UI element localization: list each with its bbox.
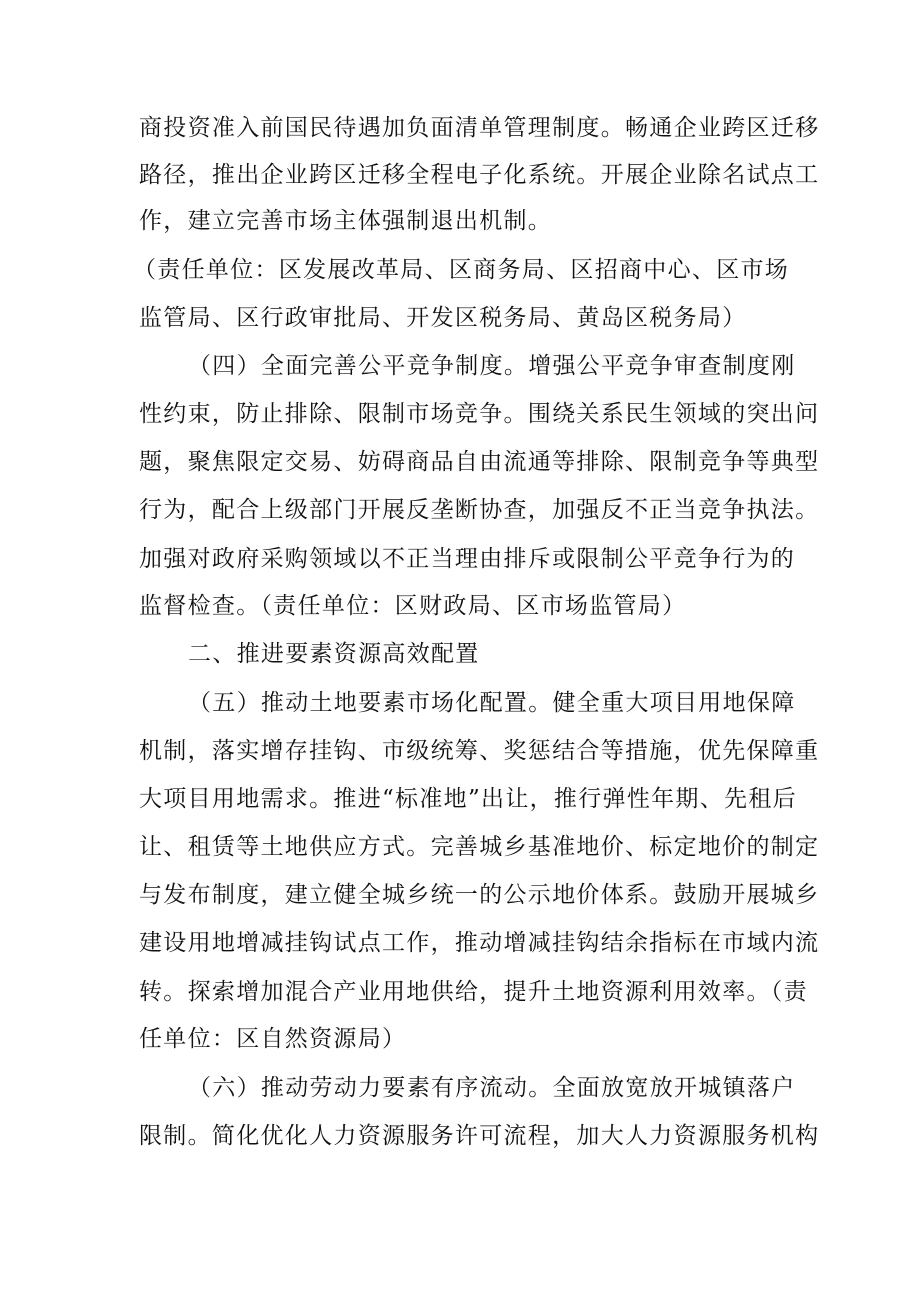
text-line: 监督检查。（责任单位：区财政局、区市场监管局） [139, 593, 687, 619]
text-line: 路径，推出企业跨区迁移全程电子化系统。开展企业除名试点工 [139, 162, 820, 188]
text-line: 题，聚焦限定交易、妨碍商品自由流通等排除、限制竞争等典型 [139, 449, 820, 475]
text-line: 商投资准入前国民待遇加负面清单管理制度。畅通企业跨区迁移 [139, 115, 820, 141]
text-line: 限制。简化优化人力资源服务许可流程，加大人力资源服务机构 [139, 1123, 820, 1149]
text-line: 机制，落实增存挂钩、市级统筹、奖惩结合等措施，优先保障重 [139, 738, 820, 764]
text-line: 与发布制度，建立健全城乡统一的公示地价体系。鼓励开展城乡 [139, 882, 820, 908]
text-line: 大项目用地需求。推进“标准地”出让，推行弹性年期、先租后 [139, 786, 797, 812]
text-line: 让、租赁等土地供应方式。完善城乡基准地价、标定地价的制定 [139, 834, 820, 860]
text-line: 任单位：区自然资源局） [139, 1026, 407, 1052]
text-line: （责任单位：区发展改革局、区商务局、区招商中心、区市场 [133, 257, 790, 283]
text-line: （四）全面完善公平竞争制度。增强公平竞争审查制度刚 [188, 353, 796, 379]
text-line: 监管局、区行政审批局、开发区税务局、黄岛区税务局） [139, 305, 747, 331]
text-line: 性约束，防止排除、限制市场竞争。围绕关系民生领域的突出问 [139, 401, 820, 427]
text-line: （六）推动劳动力要素有序流动。全面放宽放开城镇落户 [188, 1075, 796, 1101]
text-line: （五）推动土地要素市场化配置。健全重大项目用地保障 [188, 690, 796, 716]
section-heading: 二、推进要素资源高效配置 [188, 641, 480, 667]
text-line: 加强对政府采购领域以不正当理由排斥或限制公平竞争行为的 [139, 546, 796, 572]
text-line: 转。探索增加混合产业用地供给，提升土地资源利用效率。（责 [139, 979, 808, 1005]
text-line: 行为，配合上级部门开展反垄断协查，加强反不正当竞争执法。 [139, 497, 820, 523]
text-line: 作，建立完善市场主体强制退出机制。 [139, 208, 553, 234]
text-line: 建设用地增减挂钩试点工作，推动增减挂钩结余指标在市域内流 [139, 930, 820, 956]
